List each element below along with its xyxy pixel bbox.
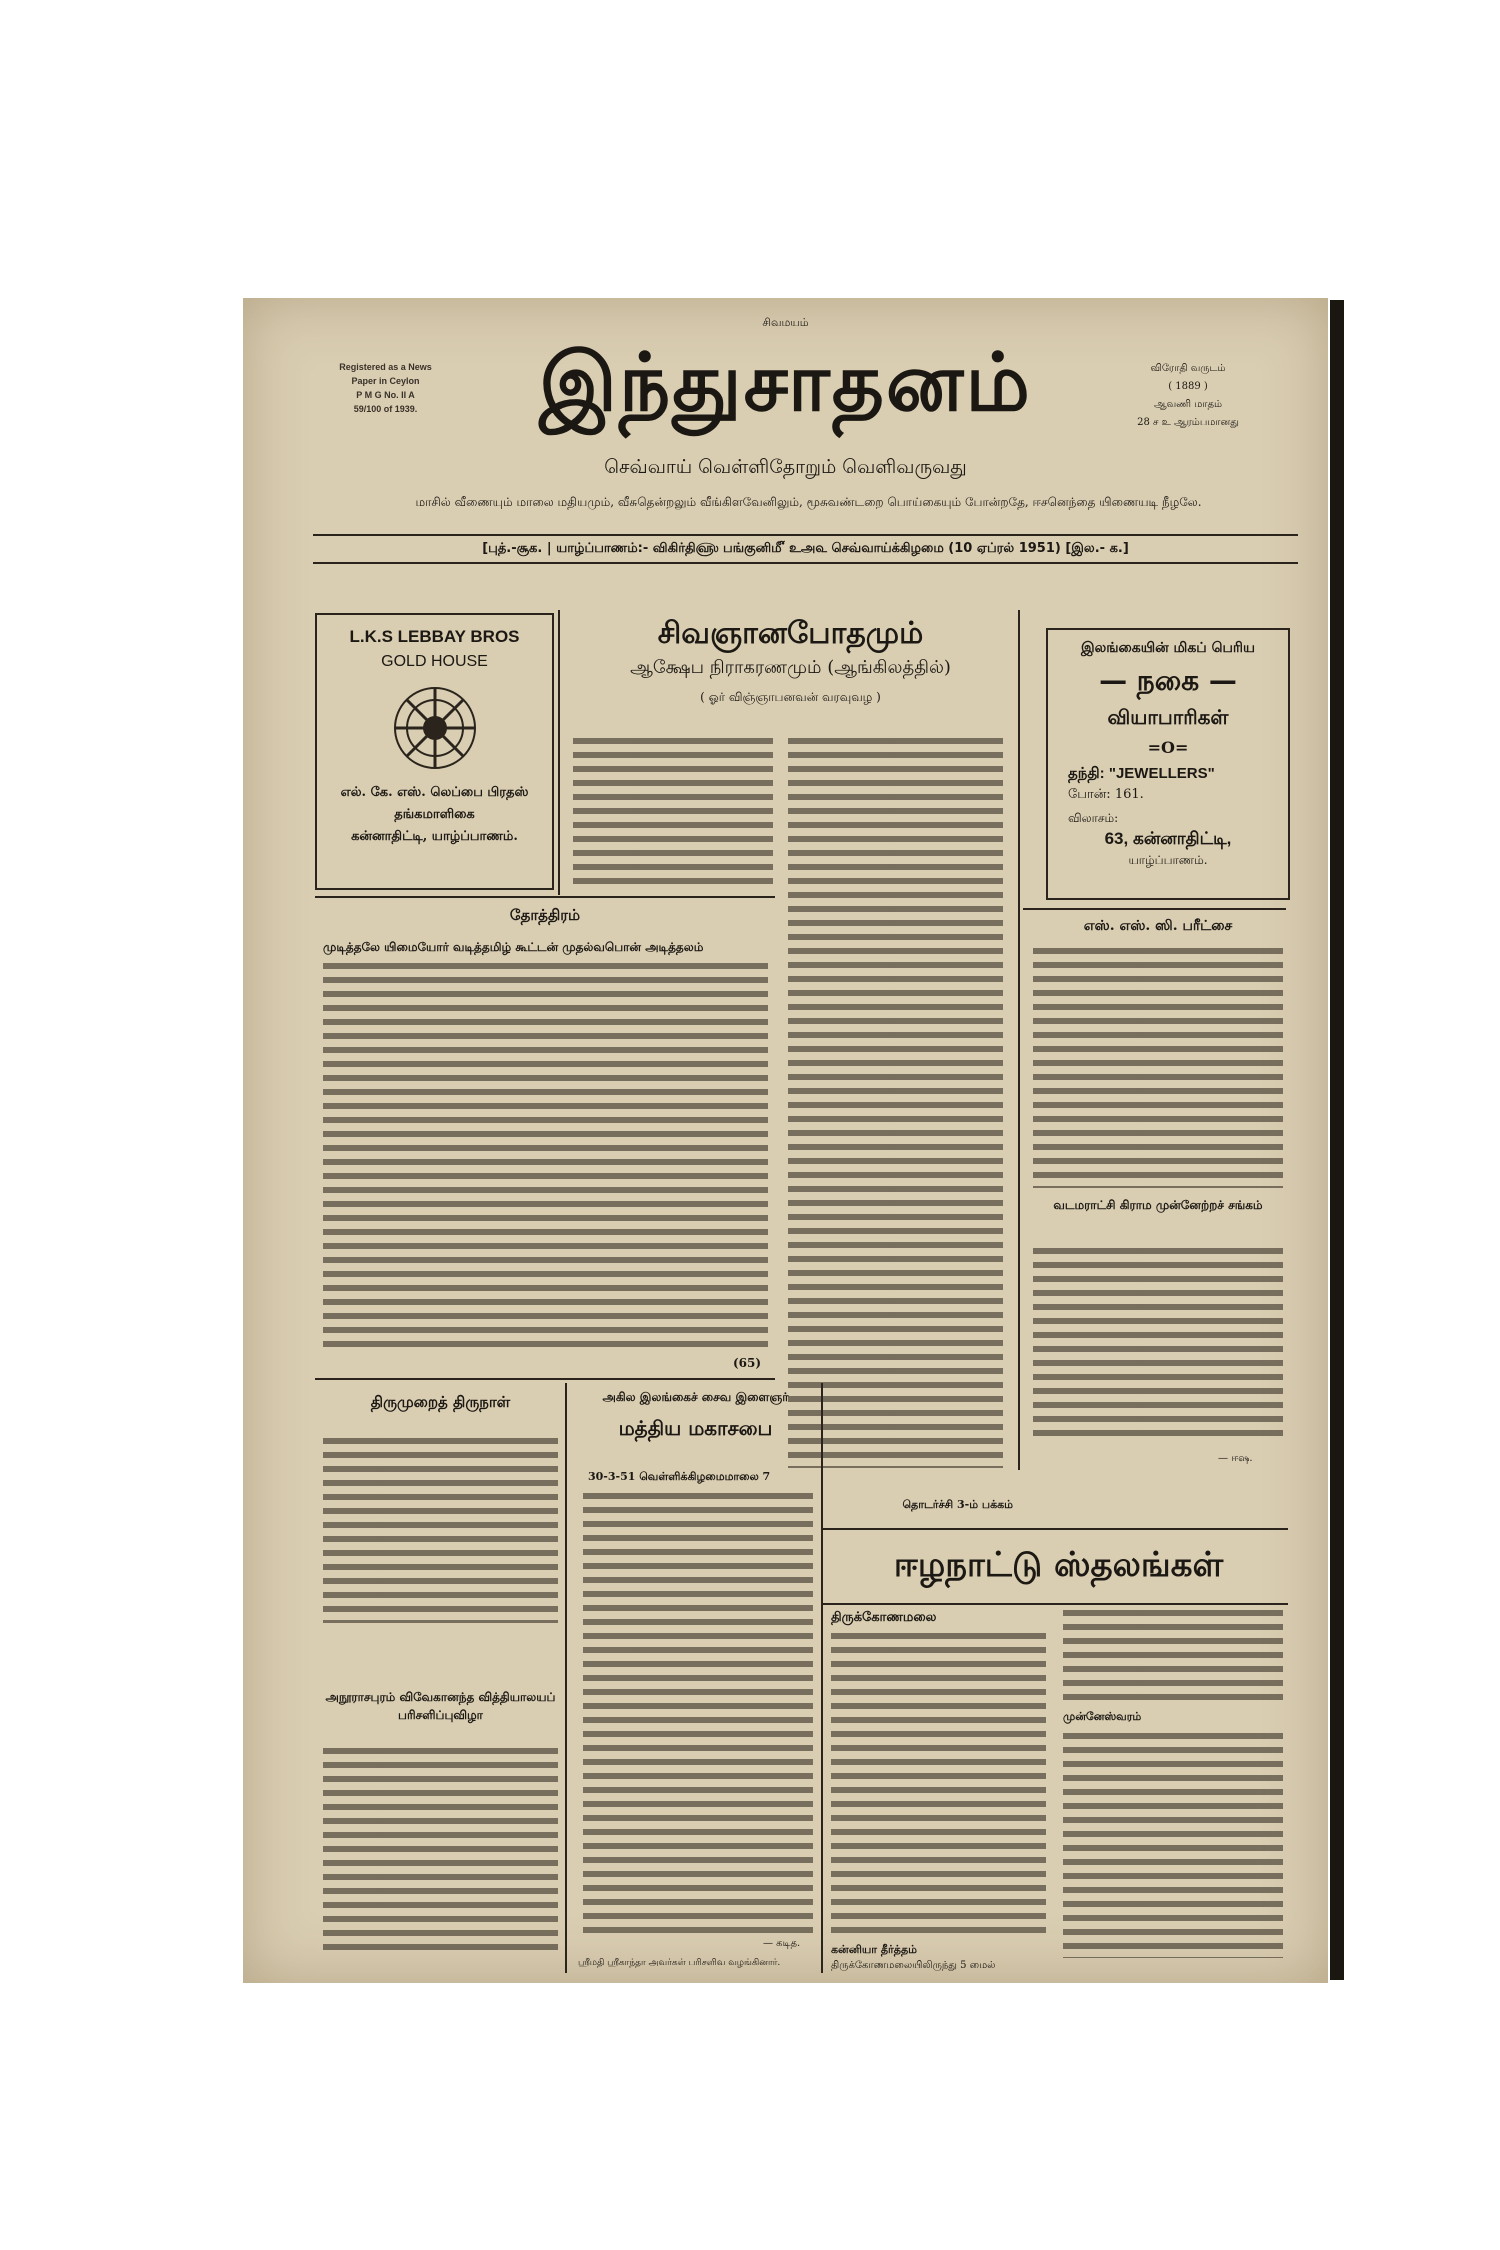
advert-tamil-house: தங்கமாளிகை: [394, 807, 475, 822]
lead-kicker: ( ஓர் விஞ்ஞாபனவன் வரவுவழ ): [700, 690, 881, 704]
dateline: [புத்.-சூக. | யாழ்ப்பாணம்:- விகிர்தி௵ பங்குனி௴ உஅ௳ செவ்வாய்க்கிழமை (10 ஏப்ரல் 1951) [இல.- க.]: [313, 534, 1298, 564]
publication-frequency: செவ்வாய் வெள்ளிதோறும் வெளிவருவது: [604, 456, 967, 478]
prize-note: ஸ்ரீமதி ஸ்ரீகாந்தா அவர்கள் பரிசளிவ வழங்கினார்.: [578, 1958, 781, 1968]
registration-line: 59/100 of 1939.: [353, 404, 418, 414]
village-council-heading: வடமராட்சி கிராம முன்னேற்றச் சங்கம்: [1053, 1198, 1263, 1212]
lead-subtitle: ஆக்ஷேப நிராகரணமும் (ஆங்கிலத்தில்): [630, 657, 951, 678]
advert-headline: — நகை —: [1099, 664, 1237, 697]
volume-line: ( 1889 ): [1168, 381, 1208, 392]
ezha-heading: ஈழநாட்டு ஸ்தலங்கள்: [893, 1545, 1224, 1585]
advert-address: கன்னாதிட்டி, யாழ்ப்பாணம்.: [351, 829, 518, 844]
lead-body-col2: [788, 738, 1003, 1468]
motto-verse: மாசில் வீணையும் மாலை மதியமும், வீசுதென்றலும் வீங்கிளவேனிலும், மூசுவண்டறை பொய்கையும் போன்றதே, ஈசனெந்தை யிணையடி நீழலே.: [415, 495, 1202, 509]
ssc-body: [1033, 948, 1283, 1188]
column-rule: [1018, 610, 1020, 1470]
advert-phone: போன்: 161.: [1068, 787, 1144, 802]
section-rule: [1023, 908, 1286, 910]
anuradhapura-body: [323, 1748, 558, 1958]
trinco-last-line: திருக்கோணமலையிலிருந்து 5 மைல்: [831, 1960, 996, 1971]
advert-lebbay-bros: [315, 613, 554, 890]
volume-line: விரோதி வருடம்: [1150, 363, 1226, 374]
section-rule: [823, 1603, 1288, 1605]
lead-title: சிவஞானபோதமும்: [657, 616, 924, 651]
stotram-ref: (65): [733, 1356, 762, 1370]
stotram-heading: தோத்திரம்: [509, 906, 581, 924]
munneswaram-heading: முன்னேஸ்வரம்: [1063, 1710, 1142, 1723]
advert-brand: L.K.S LEBBAY BROS: [349, 627, 520, 646]
sabha-sign: — கடித.: [763, 1938, 801, 1949]
rosette-icon: [390, 683, 480, 773]
section-rule: [823, 1528, 1288, 1530]
sabha-kicker: அகில இலங்கைச் சைவ இளைஞர்: [602, 1390, 789, 1404]
continued-note: தொடர்ச்சி 3-ம் பக்கம்: [902, 1498, 1013, 1511]
lead-body-col1: [573, 738, 773, 888]
kanniya-heading: கன்னியா தீர்த்தம்: [831, 1943, 917, 1956]
volume-line: ஆவணி மாதம்: [1153, 399, 1223, 410]
advert-line: இலங்கையின் மிகப் பெரிய: [1081, 640, 1255, 656]
village-council-body: [1033, 1248, 1283, 1443]
registration-line: P M G No. II A: [356, 390, 415, 400]
advert-address-label: விலாசம்:: [1068, 811, 1119, 825]
column-rule: [558, 610, 560, 895]
village-council-sign: — ஈஷ.: [1218, 1453, 1253, 1464]
trinco-body: [831, 1633, 1046, 1938]
anuradhapura-heading: அநூராசபுரம் விவேகானந்த வித்தியாலயப் பரிசளிப்புவிழா: [325, 1690, 556, 1722]
advert-subtitle: GOLD HOUSE: [381, 653, 488, 670]
column-rule: [565, 1383, 567, 1973]
tirumurai-heading: திருமுறைத் திருநாள்: [370, 1393, 511, 1411]
newspaper-page: [243, 298, 1328, 1983]
registration-line: Registered as a News: [339, 362, 432, 372]
munneswaram-body: [1063, 1733, 1283, 1958]
tirumurai-body: [323, 1438, 558, 1623]
advert-line: வியாபாரிகள்: [1107, 705, 1229, 729]
section-rule: [315, 1378, 775, 1380]
trinco-heading: திருக்கோணமலை: [831, 1610, 937, 1625]
advert-telegram: தந்தி: "JEWELLERS": [1068, 765, 1215, 782]
advert-city: யாழ்ப்பாணம்.: [1128, 853, 1208, 867]
volume-info: [1128, 360, 1248, 432]
paper-shadow-edge: [1330, 300, 1344, 1980]
registration-line: Paper in Ceylon: [351, 376, 420, 386]
advert-divider: =O=: [1147, 738, 1189, 757]
advert-address: 63, கன்னாதிட்டி,: [1104, 829, 1232, 848]
section-rule: [315, 896, 775, 898]
advert-tamil-name: எல். கே. எஸ். லெப்பை பிரதஸ்: [340, 785, 529, 800]
sabha-date: 30-3-51 வெள்ளிக்கிழமைமாலை 7: [588, 1470, 771, 1483]
sabha-title: மத்திய மகாசபை: [618, 1416, 773, 1440]
volume-line: 28 ச உ ஆரம்பமானது: [1137, 417, 1239, 428]
invocation: சிவமயம்: [762, 316, 809, 329]
kanniya-body: [1063, 1610, 1283, 1705]
newspaper-title: இந்துசாதனம்: [539, 336, 1032, 429]
stotram-verse: முடித்தலே யிமையோர் வடித்தமிழ் கூட்டன் முதல்வபொன் அடித்தலம்: [323, 940, 704, 954]
ssc-heading: எஸ். எஸ். ஸி. பரீட்சை: [1083, 918, 1233, 934]
stotram-body: [323, 963, 768, 1353]
advert-jewellers: [1046, 628, 1290, 900]
sabha-body: [583, 1493, 813, 1933]
